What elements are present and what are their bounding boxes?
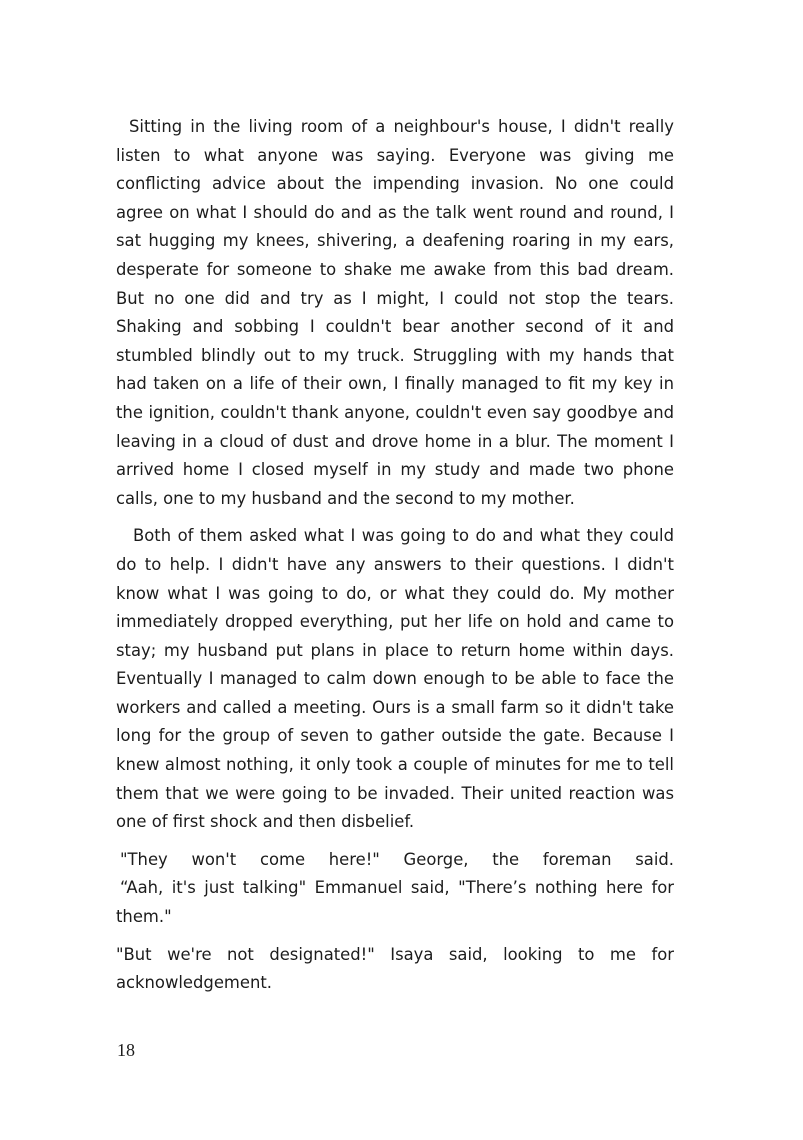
dialogue-paragraph-1 <box>116 846 674 932</box>
page-number: 18 <box>117 1040 135 1060</box>
body-text <box>116 113 674 1007</box>
dialogue-paragraph-2: "But we're not designated!" Isaya said, looking to me for acknowledgement. <box>116 944 674 993</box>
paragraph-1: Sitting in the living room of a neighbour's house, I didn't really listen to what anyone was saying. Everyone was giving me conflicting advice about the impending invasion. No one could agree on what I should do and as the talk went round and round, I sat hugging my knees, shivering, a deafening roaring in my ears, desperate for someone to shake me awake from this bad dream. But no one did and try as I might, I could not stop the tears. Shaking and sobbing I couldn't bear another second of it and stumbled blindly out to my truck. Struggling with my hands that had taken on a life of their own, I finally managed to fit my key in the ignition, couldn't thank anyone, couldn't even say goodbye and leaving in a cloud of dust and drove home in a blur. The moment I arrived home I closed myself in my study and made two phone calls, one to my husband and the second to my mother. <box>116 117 674 508</box>
dialogue-line-emmanuel: “Aah, it's just talking" Emmanuel said, "There’s nothing here for them." <box>116 878 674 927</box>
dialogue-line-george: "They won't come here!" George, the foreman said. <box>120 849 674 869</box>
paragraph-2: Both of them asked what I was going to do and what they could do to help. I didn't have any answers to their questions. I didn't know what I was going to do, or what they could do. My mother immediately dropped everything, put her life on hold and came to stay; my husband put plans in place to return home within days. Eventually I managed to calm down enough to be able to face the workers and called a meeting. Ours is a small farm so it didn't take long for the group of seven to gather outside the gate. Because I knew almost nothing, it only took a couple of minutes for me to tell them that we were going to be invaded. Their united reaction was one of first shock and then disbelief. <box>116 526 674 832</box>
